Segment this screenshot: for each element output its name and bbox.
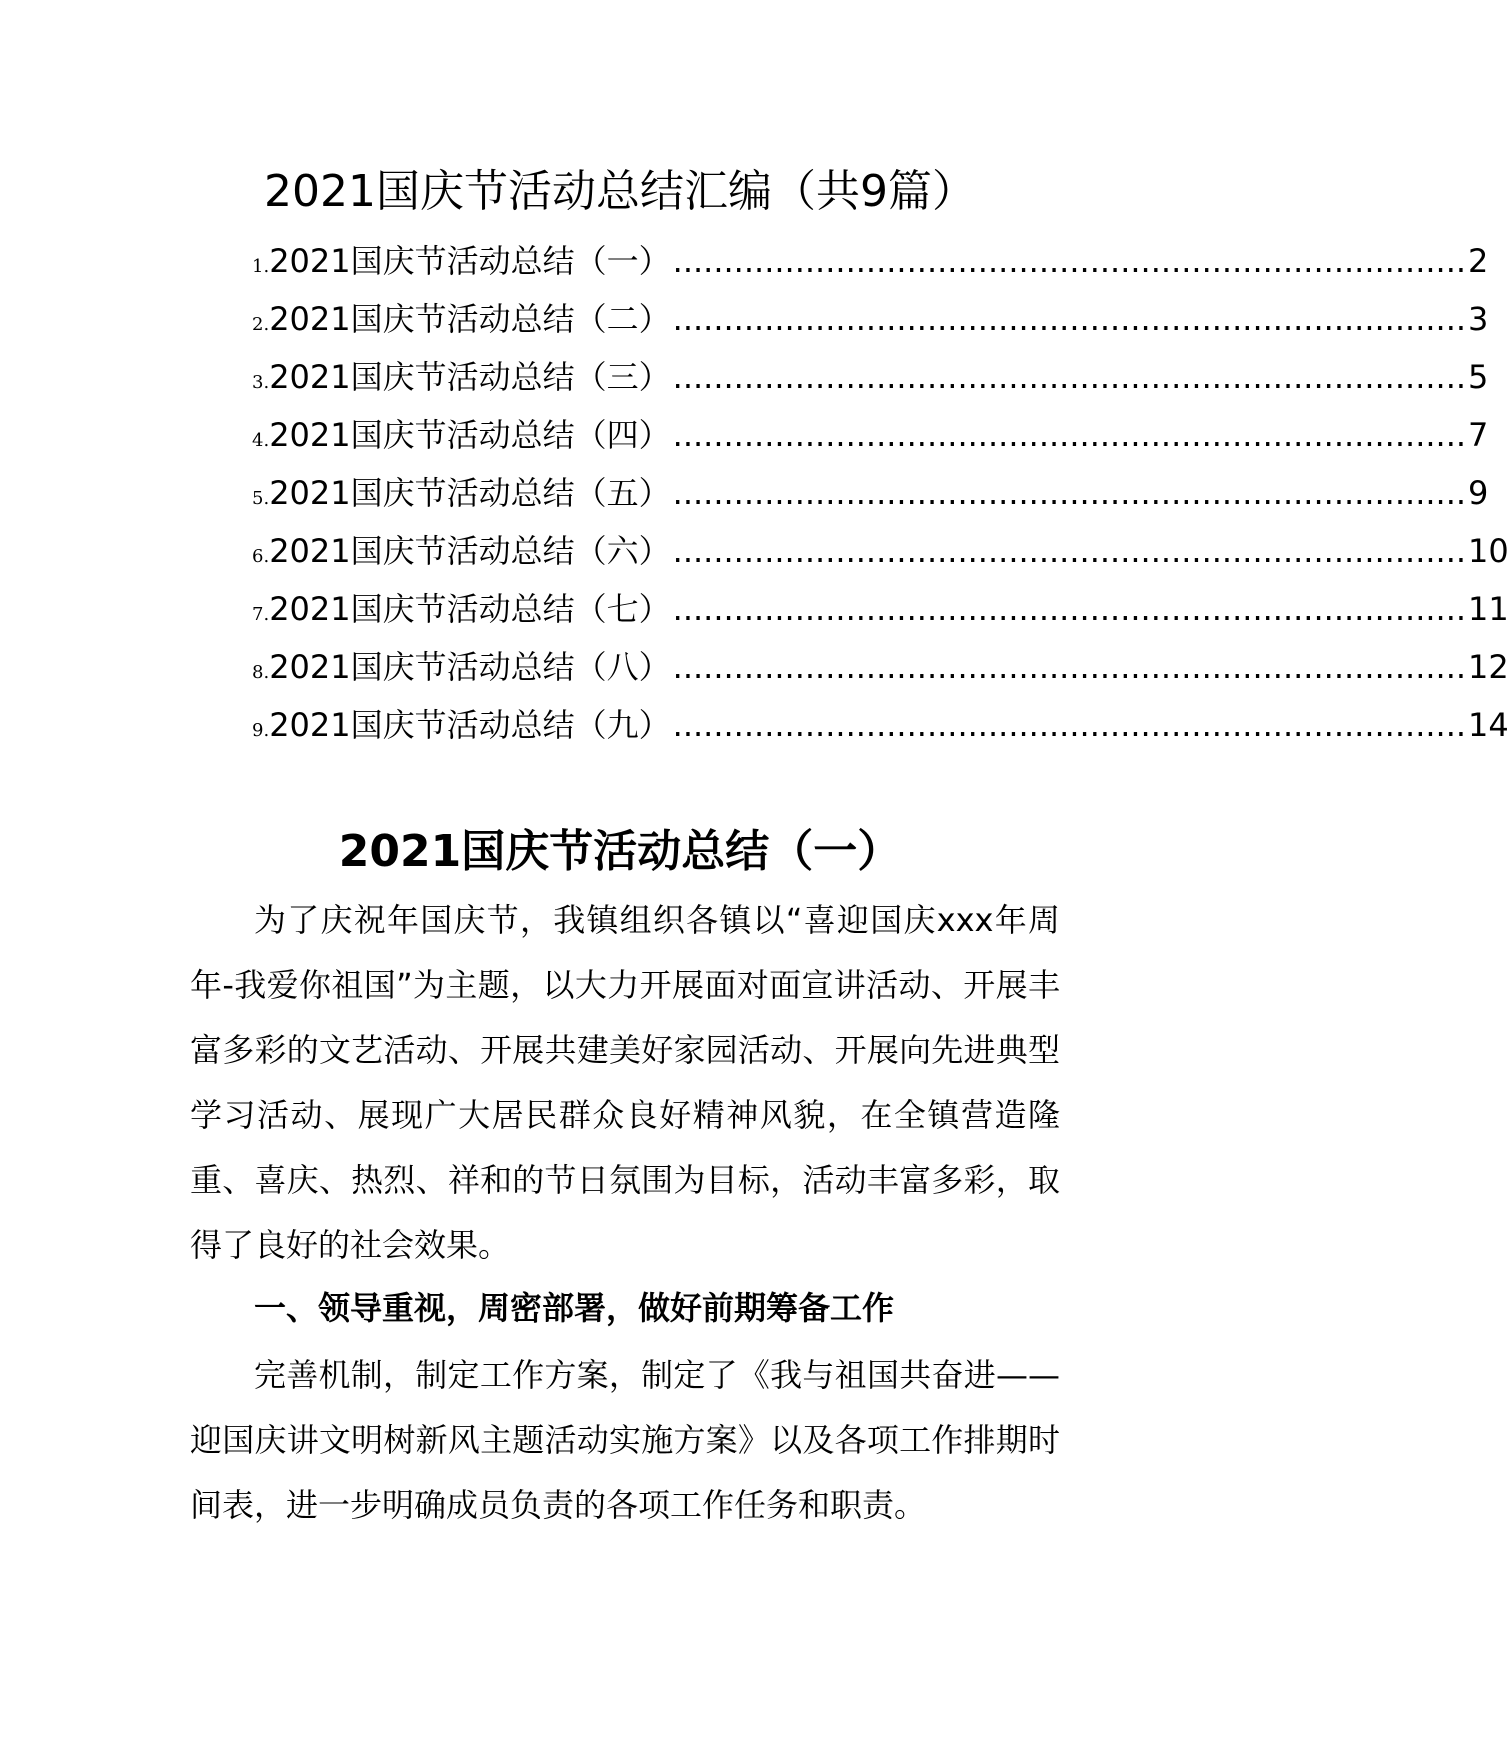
toc-entry-number: 6. <box>252 546 270 567</box>
toc-leader-dots: .............................................................................. <box>672 474 1467 512</box>
toc-entry-page: 10 <box>1468 532 1509 570</box>
toc-leader-dots: .............................................................................. <box>672 416 1467 454</box>
section-title: 2021国庆节活动总结（一） <box>338 826 902 877</box>
toc-entry[interactable] <box>252 526 1509 572</box>
toc-entry-page: 7 <box>1468 416 1489 454</box>
toc-entry[interactable] <box>252 410 1489 456</box>
document-title: 2021国庆节活动总结汇编（共9篇） <box>264 166 976 217</box>
toc-entry-title: 2021国庆节活动总结（九） <box>269 706 671 744</box>
toc-entry-page: 12 <box>1468 648 1509 686</box>
toc-entry-title: 2021国庆节活动总结（二） <box>269 300 671 338</box>
toc-entry-number: 1. <box>252 256 270 277</box>
toc-entry[interactable] <box>252 352 1489 398</box>
toc-entry[interactable] <box>252 236 1489 282</box>
toc-entry[interactable] <box>252 700 1509 746</box>
toc-entry-title: 2021国庆节活动总结（三） <box>269 358 671 396</box>
toc-entry-number: 5. <box>252 488 270 509</box>
toc-entry-page: 5 <box>1468 358 1489 396</box>
toc-leader-dots: .............................................................................. <box>672 590 1467 628</box>
toc-leader-dots: .............................................................................. <box>672 706 1467 744</box>
toc-entry[interactable] <box>252 584 1509 630</box>
toc-leader-dots: .............................................................................. <box>672 242 1467 280</box>
body-paragraph: 完善机制，制定工作方案，制定了《我与祖国共奋进——迎国庆讲文明树新风主题活动实施方案》以及各项工作排期时间表，进一步明确成员负责的各项工作任务和职责。 <box>190 1356 1060 1524</box>
toc-entry-number: 8. <box>252 662 270 683</box>
toc-leader-dots: .............................................................................. <box>672 300 1467 338</box>
toc-entry[interactable] <box>252 642 1509 688</box>
toc-entry-title: 2021国庆节活动总结（五） <box>269 474 671 512</box>
toc-entry-title: 2021国庆节活动总结（七） <box>269 590 671 628</box>
toc-entry-number: 4. <box>252 430 270 451</box>
toc-leader-dots: .............................................................................. <box>672 648 1467 686</box>
toc-entry[interactable] <box>252 294 1489 340</box>
toc-entry-title: 2021国庆节活动总结（一） <box>269 242 671 280</box>
toc-entry-page: 9 <box>1468 474 1489 512</box>
toc-entry-page: 3 <box>1468 300 1489 338</box>
toc-entry-page: 14 <box>1468 706 1509 744</box>
toc-leader-dots: .............................................................................. <box>672 532 1467 570</box>
toc-entry[interactable] <box>252 468 1489 514</box>
body-paragraph: 为了庆祝年国庆节，我镇组织各镇以“喜迎国庆xxx年周年-我爱你祖国”为主题，以大力开展面对面宣讲活动、开展丰富多彩的文艺活动、开展共建美好家园活动、开展向先进典型学习活动、展现广大居民群众良好精神风貌，在全镇营造隆重、喜庆、热烈、祥和的节日氛围为目标，活动丰富多彩，取得了良好的社会效果。 <box>190 901 1060 1264</box>
toc-entry-number: 3. <box>252 372 270 393</box>
toc-entry-number: 7. <box>252 604 270 625</box>
toc-entry-number: 9. <box>252 720 270 741</box>
toc-leader-dots: .............................................................................. <box>672 358 1467 396</box>
section-heading: 一、领导重视，周密部署，做好前期筹备工作 <box>254 1289 895 1327</box>
toc-entry-title: 2021国庆节活动总结（八） <box>269 648 671 686</box>
toc-entry-title: 2021国庆节活动总结（六） <box>269 532 671 570</box>
toc-entry-page: 11 <box>1468 590 1509 628</box>
toc-entry-page: 2 <box>1468 242 1489 280</box>
toc-entry-title: 2021国庆节活动总结（四） <box>269 416 671 454</box>
toc-entry-number: 2. <box>252 314 270 335</box>
